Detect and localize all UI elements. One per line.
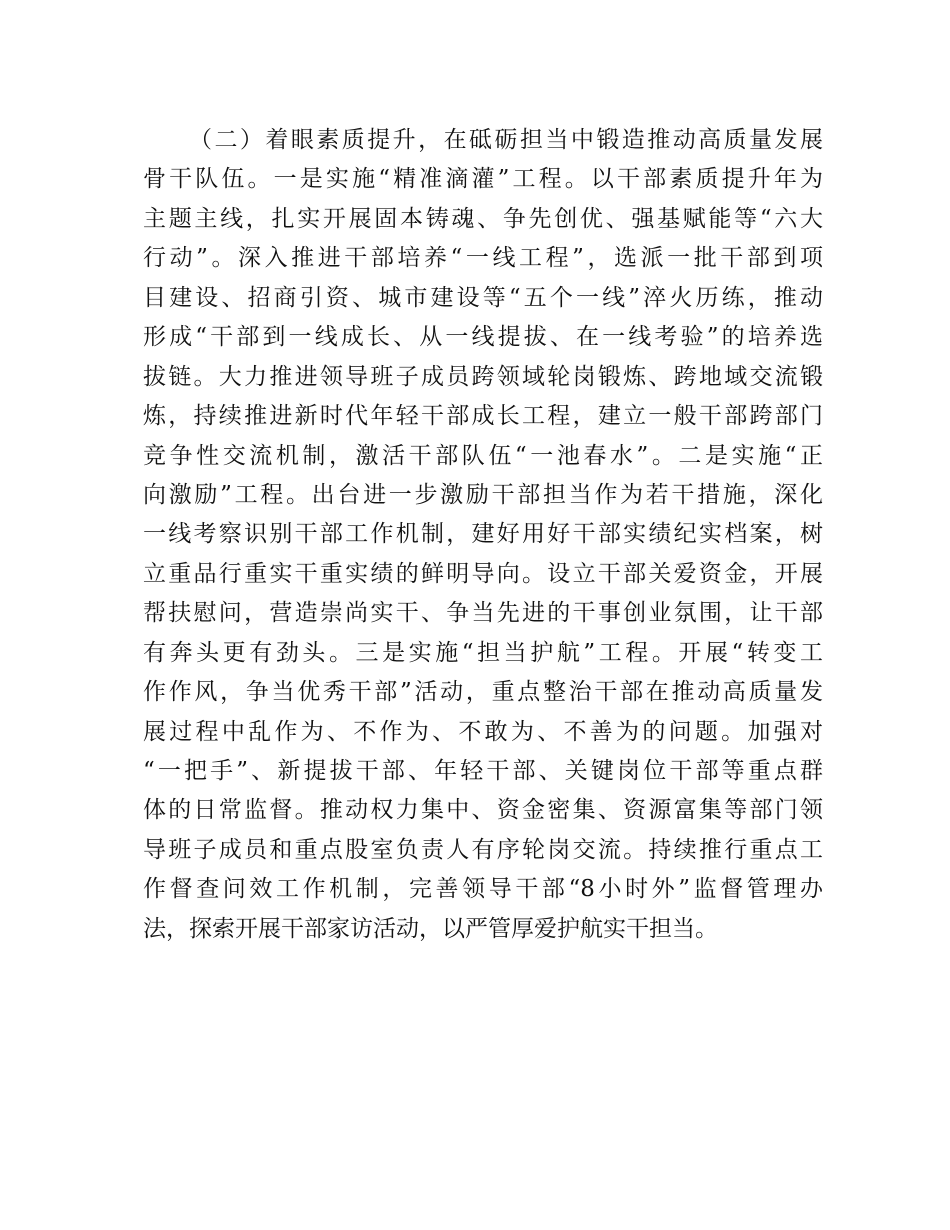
paragraph-line-10: 向激励”工程。出台进一步激励干部担当作为若干措施，深化 — [143, 481, 823, 508]
paragraph-line-4: 行动”。深入推进干部培养“一线工程”，选派一批干部到项 — [143, 245, 823, 272]
paragraph-line-20: 作督查问效工作机制，完善领导干部“8小时外”监督管理办 — [143, 876, 823, 903]
paragraph-line-17: “一把手”、新提拔干部、年轻干部、关键岗位干部等重点群 — [143, 758, 823, 784]
paragraph-line-9: 竞争性交流机制，激活干部队伍“一池春水”。二是实施“正 — [143, 442, 823, 469]
paragraph-line-18: 体的日常监督。推动权力集中、资金密集、资源富集等部门领 — [143, 797, 823, 824]
paragraph-line-11: 一线考察识别干部工作机制，建好用好干部实绩纪实档案，树 — [143, 521, 823, 548]
paragraph-line-15: 作作风，争当优秀干部”活动，重点整治干部在推动高质量发 — [143, 679, 823, 706]
paragraph-line-19: 导班子成员和重点股室负责人有序轮岗交流。持续推行重点工 — [143, 836, 823, 863]
paragraph-line-13: 帮扶慰问，营造崇尚实干、争当先进的干事创业氛围，让干部 — [143, 600, 823, 627]
paragraph-line-7: 拔链。大力推进领导班子成员跨领域轮岗锻炼、跨地域交流锻 — [143, 363, 823, 390]
paragraph-line-8: 炼，持续推进新时代年轻干部成长工程，建立一般干部跨部门 — [143, 403, 823, 430]
paragraph-line-14: 有奔头更有劲头。三是实施“担当护航”工程。开展“转变工 — [143, 639, 823, 666]
paragraph-line-21: 法，探索开展干部家访活动，以严管厚爱护航实干担当。 — [143, 915, 718, 942]
body-paragraph — [143, 121, 823, 949]
paragraph-line-3: 主题主线，扎实开展固本铸魂、争先创优、强基赋能等“六大 — [143, 205, 823, 232]
paragraph-line-6: 形成“干部到一线成长、从一线提拔、在一线考验”的培养选 — [143, 324, 823, 351]
paragraph-line-12: 立重品行重实干重实绩的鲜明导向。设立干部关爱资金，开展 — [143, 560, 823, 587]
paragraph-line-5: 目建设、招商引资、城市建设等“五个一线”淬火历练，推动 — [143, 284, 823, 311]
paragraph-line-2: 骨干队伍。一是实施“精准滴灌”工程。以干部素质提升年为 — [143, 166, 823, 193]
paragraph-line-16: 展过程中乱作为、不作为、不敢为、不善为的问题。加强对 — [143, 718, 823, 745]
paragraph-line-1: （二）着眼素质提升，在砥砺担当中锻造推动高质量发展 — [189, 127, 823, 153]
